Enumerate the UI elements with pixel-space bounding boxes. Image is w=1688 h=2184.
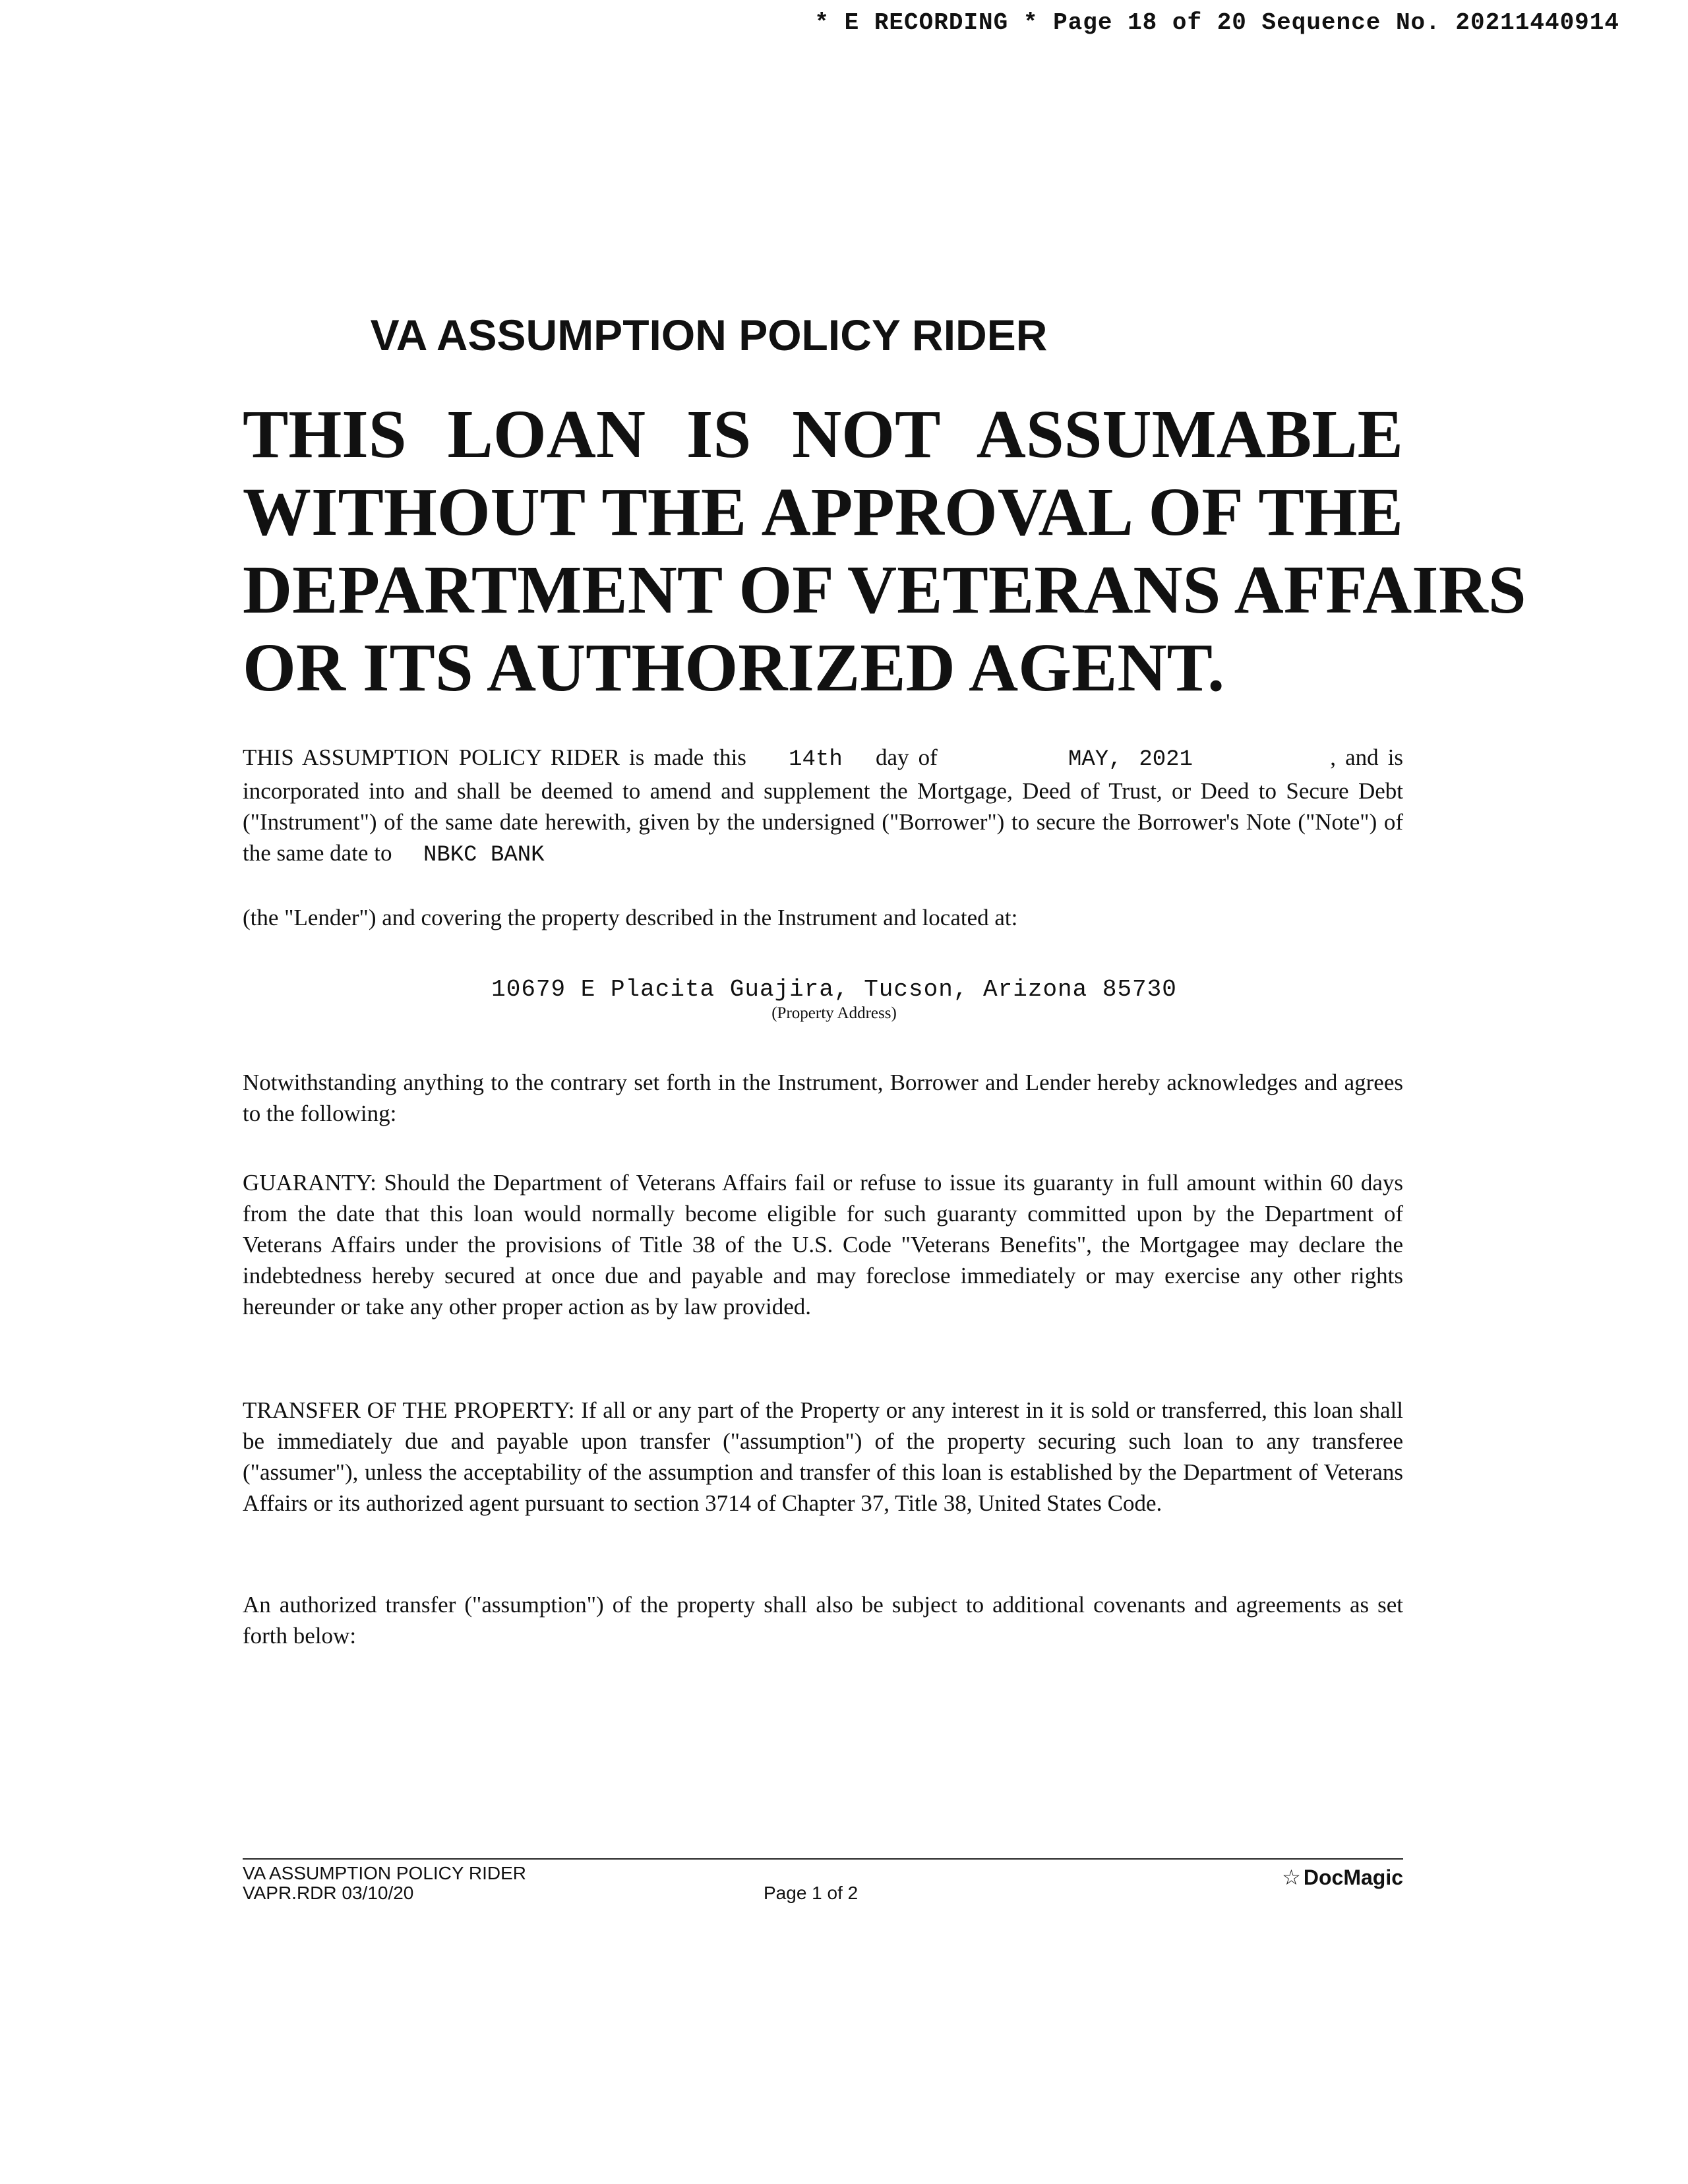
- rider-month-year: MAY, 2021: [1068, 747, 1193, 772]
- star-icon: ☆: [1282, 1866, 1301, 1889]
- lender-line: (the "Lender") and covering the property described in the Instrument and located at:: [243, 905, 1018, 930]
- property-address-caption: (Property Address): [771, 1004, 897, 1022]
- page-footer: [243, 1858, 1403, 1903]
- warning-line: DEPARTMENT OF VETERANS AFFAIRS: [243, 552, 1526, 628]
- lender-name: NBKC BANK: [423, 843, 545, 868]
- intro-lead: THIS ASSUMPTION POLICY RIDER is made this: [243, 744, 746, 770]
- transfer-paragraph: TRANSFER OF THE PROPERTY: If all or any part of the Property or any interest in it is sold or transferred, this loan shall be immediately due and payable upon transfer ("assumption") of the property securing such loan to any transferee ("assumer"), unless the acceptability of the assumption and transfer of this loan is established by the Department of Veterans Affairs or its authorized agent pursuant to section 3714 of Chapter 37, Title 38, United States Code.: [243, 1397, 1403, 1516]
- footer-brand: [1282, 1867, 1403, 1887]
- intro-day-of: day of: [875, 744, 938, 770]
- warning-line: THIS LOAN IS NOT ASSUMABLE: [243, 396, 1403, 472]
- intro-comma: ,: [1330, 744, 1336, 770]
- warning-line: OR ITS AUTHORIZED AGENT.: [243, 630, 1225, 706]
- footer-form-info: [243, 1864, 526, 1903]
- authorized-transfer-paragraph: An authorized transfer ("assumption") of the property shall also be subject to additional covenants and agreements as set forth below:: [243, 1592, 1403, 1649]
- assumption-warning: [243, 396, 1526, 707]
- intro-paragraph: [243, 742, 1403, 871]
- notwithstanding-paragraph: Notwithstanding anything to the contrary set forth in the Instrument, Borrower and Lender hereby acknowledges and agrees to the following:: [243, 1070, 1403, 1126]
- footer-form-name: VA ASSUMPTION POLICY RIDER: [243, 1863, 526, 1883]
- intro-body: and is incorporated into and shall be deemed to amend and supplement the Mortgage, Deed of Trust, or Deed to Secure Debt ("Instrument") of the same date herewith, given by the undersigned ("Borrower") to secure the Borrower's Note ("Note") of the same date to: [243, 744, 1404, 866]
- recording-stamp: * E RECORDING * Page 18 of 20 Sequence No. 20211440914: [814, 9, 1619, 36]
- rider-day: 14th: [789, 747, 843, 772]
- document-title: VA ASSUMPTION POLICY RIDER: [370, 311, 1048, 359]
- property-address: 10679 E Placita Guajira, Tucson, Arizona 85730: [491, 976, 1177, 1003]
- footer-brand-name: DocMagic: [1303, 1866, 1403, 1889]
- warning-line: WITHOUT THE APPROVAL OF THE: [243, 474, 1403, 550]
- guaranty-paragraph: GUARANTY: Should the Department of Veterans Affairs fail or refuse to issue its guaranty in full amount within 60 days from the date that this loan would normally become eligible for such guaranty committed upon by the Department of Veterans Affairs under the provisions of Title 38 of the U.S. Code "Veterans Benefits", the Mortgagee may declare the indebtedness hereby secured at once due and payable and may foreclose immediately or may exercise any other rights hereunder or take any other proper action as by law provided.: [243, 1170, 1403, 1320]
- footer-form-code: VAPR.RDR 03/10/20: [243, 1883, 414, 1903]
- property-address-block: [452, 976, 1217, 1023]
- footer-page-number: Page 1 of 2: [764, 1883, 859, 1903]
